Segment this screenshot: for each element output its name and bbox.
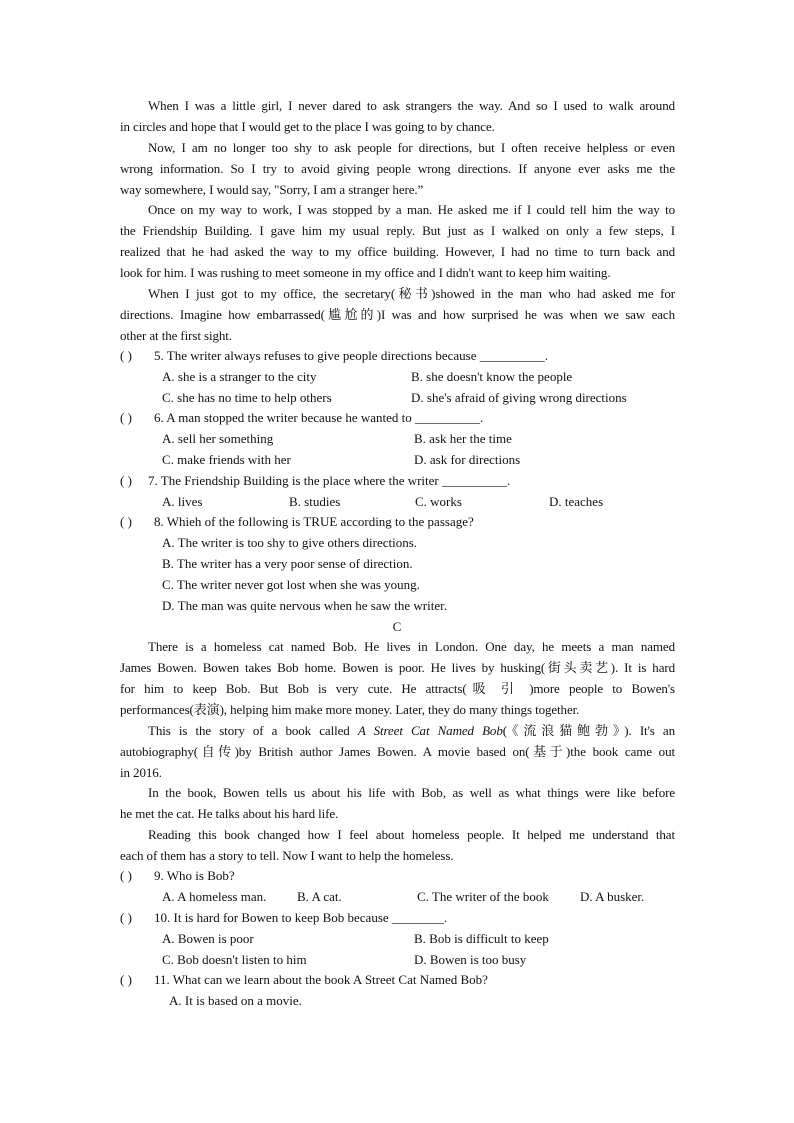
option: C. works: [415, 494, 462, 509]
passage-line: in 2016.: [120, 765, 162, 780]
passage-line: James Bowen. Bowen takes Bob home. Bowen is poor. He lives by husking(街头卖艺). It is hard: [120, 660, 675, 675]
option: D. she's afraid of giving wrong directions: [411, 390, 627, 405]
answer-blank[interactable]: ( ): [120, 910, 132, 925]
question-stem: 5. The writer always refuses to give people directions because __________.: [154, 348, 548, 363]
passage-line: way somewhere, I would say, "Sorry, I am a stranger here.”: [120, 182, 424, 197]
option: D. teaches: [549, 494, 604, 509]
passage-line: in circles and hope that I would get to the place I was going to by chance.: [120, 119, 495, 134]
text-run: This is the story of a book called: [148, 723, 358, 738]
option: C. Bob doesn't listen to him: [162, 952, 307, 967]
passage-line: Once on my way to work, I was stopped by a man. He asked me if I could tell him the way to: [148, 202, 675, 217]
option: C. The writer never got lost when she was young.: [162, 577, 420, 592]
question-stem: 10. It is hard for Bowen to keep Bob because ________.: [154, 910, 448, 925]
passage-line: the Friendship Building. I gave him my usual reply. But just as I walked on only a few steps, I: [120, 223, 675, 238]
option: A. she is a stranger to the city: [162, 369, 317, 384]
option: B. A cat.: [297, 889, 342, 904]
passage-line: [120, 721, 675, 741]
question-10: [120, 908, 447, 928]
option: C. she has no time to help others: [162, 390, 332, 405]
option: A. sell her something: [162, 431, 274, 446]
text-run: (《流浪猫鲍勃》). It's an: [502, 723, 675, 738]
option: B. she doesn't know the people: [411, 369, 573, 384]
option: A. A homeless man.: [162, 889, 267, 904]
book-title: A Street Cat Named Bob: [357, 723, 503, 738]
question-stem: 11. What can we learn about the book A Street Cat Named Bob?: [154, 972, 488, 987]
passage-line: he met the cat. He talks about his hard life.: [120, 806, 339, 821]
passage-line: Now, I am no longer too shy to ask people for directions, but I often receive helpless or even: [148, 140, 675, 155]
question-8: [120, 512, 474, 532]
question-5: [120, 346, 548, 366]
answer-blank[interactable]: ( ): [120, 972, 132, 987]
option: D. ask for directions: [414, 452, 521, 467]
passage-line: performances(表演), helping him make more money. Later, they do many things together.: [120, 702, 580, 717]
option: C. The writer of the book: [417, 889, 549, 904]
option: B. ask her the time: [414, 431, 512, 446]
passage-line: There is a homeless cat named Bob. He lives in London. One day, he meets a man named: [148, 639, 675, 654]
passage-line: wrong information. So I try to avoid giving people wrong directions. If anyone ever asks me the: [120, 161, 675, 176]
option: D. Bowen is too busy: [414, 952, 527, 967]
question-6: [120, 408, 483, 428]
passage-line: Reading this book changed how I feel about homeless people. It helped me understand that: [148, 827, 675, 842]
answer-blank[interactable]: ( ): [120, 410, 132, 425]
question-7: [120, 471, 510, 491]
option: B. studies: [289, 494, 341, 509]
passage-line: other at the first sight.: [120, 328, 232, 343]
question-stem: 7. The Friendship Building is the place where the writer __________.: [148, 473, 511, 488]
passage-line: autobiography(自传)by British author James Bowen. A movie based on(基于)the book came out: [120, 744, 675, 759]
option: A. The writer is too shy to give others directions.: [162, 535, 418, 550]
passage-line: realized that he had asked the way to my office building. However, I had no time to turn back and: [120, 244, 675, 259]
option: C. make friends with her: [162, 452, 291, 467]
option: D. The man was quite nervous when he saw the writer.: [162, 598, 447, 613]
answer-blank[interactable]: ( ): [120, 514, 132, 529]
question-stem: 8. Whieh of the following is TRUE according to the passage?: [154, 514, 474, 529]
option: D. A busker.: [580, 889, 645, 904]
answer-blank[interactable]: ( ): [120, 348, 132, 363]
passage-line: When I just got to my office, the secretary(秘书)showed in the man who had asked me for: [148, 286, 675, 301]
passage-line: directions. Imagine how embarrassed(尴尬的)I was and how surprised he was when we saw each: [120, 307, 675, 322]
passage-line: In the book, Bowen tells us about his life with Bob, as well as what things were like before: [148, 785, 675, 800]
question-stem: 9. Who is Bob?: [154, 868, 235, 883]
option: B. The writer has a very poor sense of direction.: [162, 556, 413, 571]
option: A. Bowen is poor: [162, 931, 254, 946]
passage-line: look for him. I was rushing to meet someone in my office and I didn't want to keep him waiting.: [120, 265, 611, 280]
passage-line: When I was a little girl, I never dared to ask strangers the way. And so I used to walk around: [148, 98, 675, 113]
answer-blank[interactable]: ( ): [120, 473, 132, 488]
passage-line: for him to keep Bob. But Bob is very cute. He attracts(吸 引 )more people to Bowen's: [120, 681, 675, 696]
question-stem: 6. A man stopped the writer because he wanted to __________.: [154, 410, 484, 425]
question-11: [120, 970, 488, 990]
option: B. Bob is difficult to keep: [414, 931, 549, 946]
answer-blank[interactable]: ( ): [120, 868, 132, 883]
option: A. lives: [162, 494, 203, 509]
question-9: [120, 866, 235, 886]
section-heading: C: [392, 619, 402, 634]
passage-line: each of them has a story to tell. Now I want to help the homeless.: [120, 848, 454, 863]
option: A. It is based on a movie.: [169, 993, 302, 1008]
